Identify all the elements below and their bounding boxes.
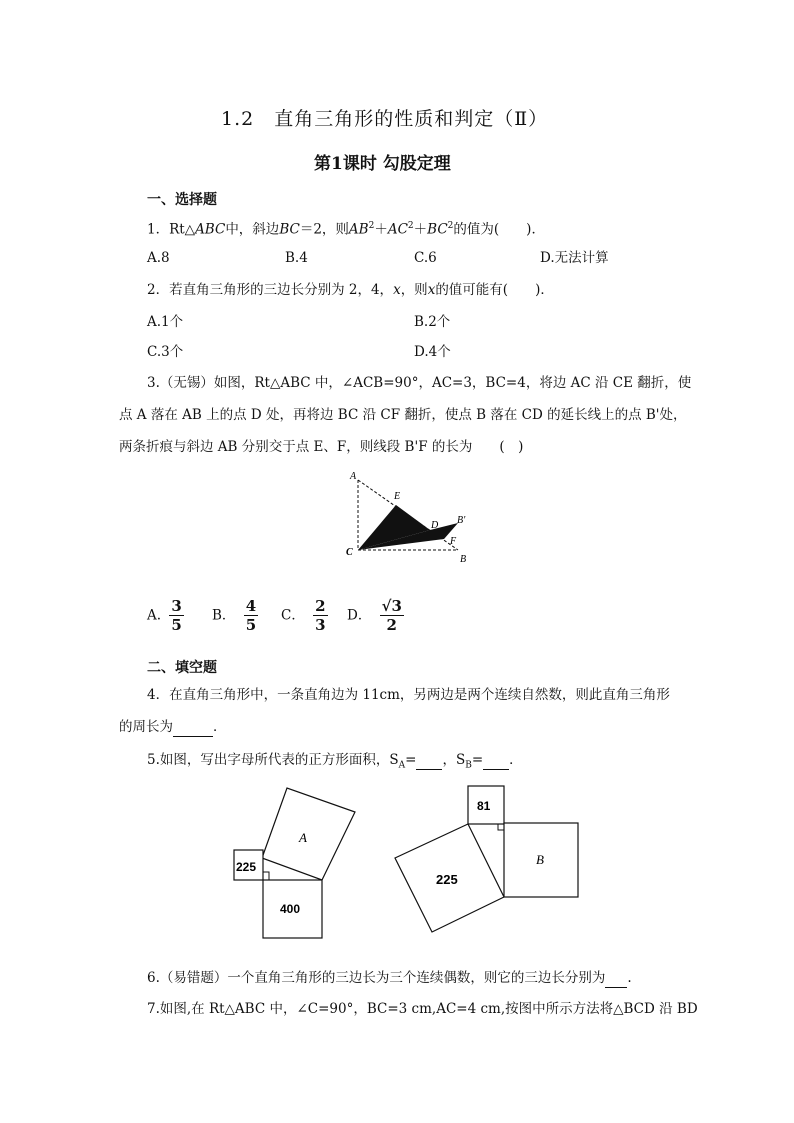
denominator: 2 <box>386 616 397 634</box>
option-letter: A. <box>147 607 162 624</box>
label-81: 81 <box>477 799 491 813</box>
q2-text: ，则 <box>400 282 428 298</box>
label-b: B <box>460 554 467 565</box>
q1-var: AC <box>387 221 408 238</box>
q1-option-d: D.无法计算 <box>540 250 609 266</box>
fraction <box>380 597 404 634</box>
section-heading-fill: 二、填空题 <box>147 660 217 676</box>
q5-answer-b-blank[interactable] <box>483 751 509 770</box>
question-2-stem <box>147 281 554 299</box>
label-225: 225 <box>236 860 257 874</box>
q1-text: ＋ <box>374 221 388 238</box>
numerator: 4 <box>245 597 257 615</box>
q5-sub: B <box>465 760 472 771</box>
label-d: D <box>431 520 439 531</box>
numerator: √3 <box>381 597 402 615</box>
square-a <box>262 788 355 880</box>
q6-answer-blank[interactable] <box>605 969 627 988</box>
q2-var: x <box>393 282 401 298</box>
q1-exp: 2 <box>407 221 414 231</box>
q1-option-c: C.6 <box>414 250 437 266</box>
label-a: A <box>299 830 307 845</box>
fraction <box>169 597 183 634</box>
label-b: B <box>536 852 544 867</box>
q1-text: 中，斜边 <box>225 221 280 238</box>
label-a: A <box>350 471 357 482</box>
q6-text: . <box>627 970 632 986</box>
q5-text: = <box>471 752 484 768</box>
label-f: F <box>450 536 457 547</box>
q5-text: = <box>405 752 417 768</box>
page-title: 1.2 直角三角形的性质和判定（Ⅱ） <box>221 108 549 130</box>
q5-figure-left <box>225 780 360 945</box>
q2-text: 2．若直角三角形的三边长分别为 2，4， <box>147 282 394 298</box>
right-angle-mark <box>263 872 269 880</box>
q2-text: 的值可能有( )． <box>435 282 554 298</box>
denominator: 3 <box>315 616 326 634</box>
label-b-prime: B' <box>457 515 466 526</box>
fraction <box>244 597 258 634</box>
q5-sub: A <box>398 760 406 771</box>
q1-var: BC <box>279 221 300 238</box>
q3-option-b <box>212 597 258 634</box>
q1-text: ＋ <box>413 221 428 238</box>
q1-exp: 2 <box>368 221 375 231</box>
fraction <box>313 597 327 634</box>
q6-stem <box>147 969 632 988</box>
q3-line-3: 两条折痕与斜边 AB 分别交于点 E、F，则线段 B'F 的长为 ( ) <box>119 439 524 455</box>
option-letter: D． <box>347 607 372 624</box>
numerator: 3 <box>171 597 182 615</box>
q1-text: 1．Rt△ <box>147 221 196 238</box>
q3-line-2: 点 A 落在 AB 上的点 D 处，再将边 BC 沿 CF 翻折，使点 B 落在 CD 的延长线上的点 B'处， <box>119 407 687 423</box>
q5-text: ，S <box>442 752 466 768</box>
option-letter: B． <box>212 607 236 624</box>
q3-option-a <box>147 597 184 634</box>
q1-text: 的值为( )． <box>453 221 545 238</box>
q5-answer-a-blank[interactable] <box>416 751 442 770</box>
q2-option-b: B.2个 <box>414 314 451 330</box>
q4-text: ． <box>213 719 227 735</box>
q5-text: ． <box>509 752 523 768</box>
q1-var: ABC <box>195 221 226 238</box>
q1-option-b: B.4 <box>285 250 308 266</box>
q4-text: 的周长为 <box>119 719 173 735</box>
q2-option-d: D.4个 <box>414 344 451 360</box>
q1-text: ＝2，则 <box>299 221 349 238</box>
label-e: E <box>394 491 401 502</box>
label-c: C <box>346 547 353 558</box>
right-angle-mark <box>498 824 504 830</box>
label-400: 400 <box>280 902 301 916</box>
denominator: 5 <box>245 616 257 634</box>
q2-option-c: C.3个 <box>147 344 184 360</box>
option-letter: C． <box>281 607 305 624</box>
q7-stem: 7.如图,在 Rt△ABC 中，∠C=90°，BC=3 cm,AC=4 cm,按图中所示方法将△BCD 沿 BD <box>147 1001 698 1017</box>
q3-folding-figure <box>340 465 490 570</box>
q2-option-a: A.1个 <box>147 314 184 330</box>
q4-line-1: 4．在直角三角形中，一条直角边为 11cm，另两边是两个连续自然数，则此直角三角形 <box>147 687 670 703</box>
q1-option-a: A.8 <box>147 250 170 266</box>
q5-stem <box>147 751 523 775</box>
question-1-stem <box>147 217 545 239</box>
q4-line-2 <box>119 718 227 737</box>
lesson-subtitle: 第1课时 勾股定理 <box>314 154 451 174</box>
label-225: 225 <box>436 872 458 887</box>
q4-answer-blank[interactable] <box>173 718 213 737</box>
q3-line-1: 3.（无锡）如图，Rt△ABC 中，∠ACB=90°，AC=3，BC=4，将边 AC 沿 CE 翻折，使 <box>147 375 692 391</box>
q1-var: BC <box>427 221 448 238</box>
denominator: 5 <box>171 616 182 634</box>
numerator: 2 <box>315 597 326 615</box>
section-heading-choice: 一、选择题 <box>147 192 217 208</box>
q6-text: 6.（易错题）一个直角三角形的三边长为三个连续偶数，则它的三边长分别为 <box>147 970 606 986</box>
q3-option-c <box>281 597 328 634</box>
q5-text: 5.如图，写出字母所代表的正方形面积，S <box>147 752 399 768</box>
q1-exp: 2 <box>447 221 454 231</box>
q1-var: AB <box>348 221 369 238</box>
q3-option-d <box>347 597 404 634</box>
q2-var: x <box>427 282 436 298</box>
q5-figure-right <box>390 782 590 947</box>
